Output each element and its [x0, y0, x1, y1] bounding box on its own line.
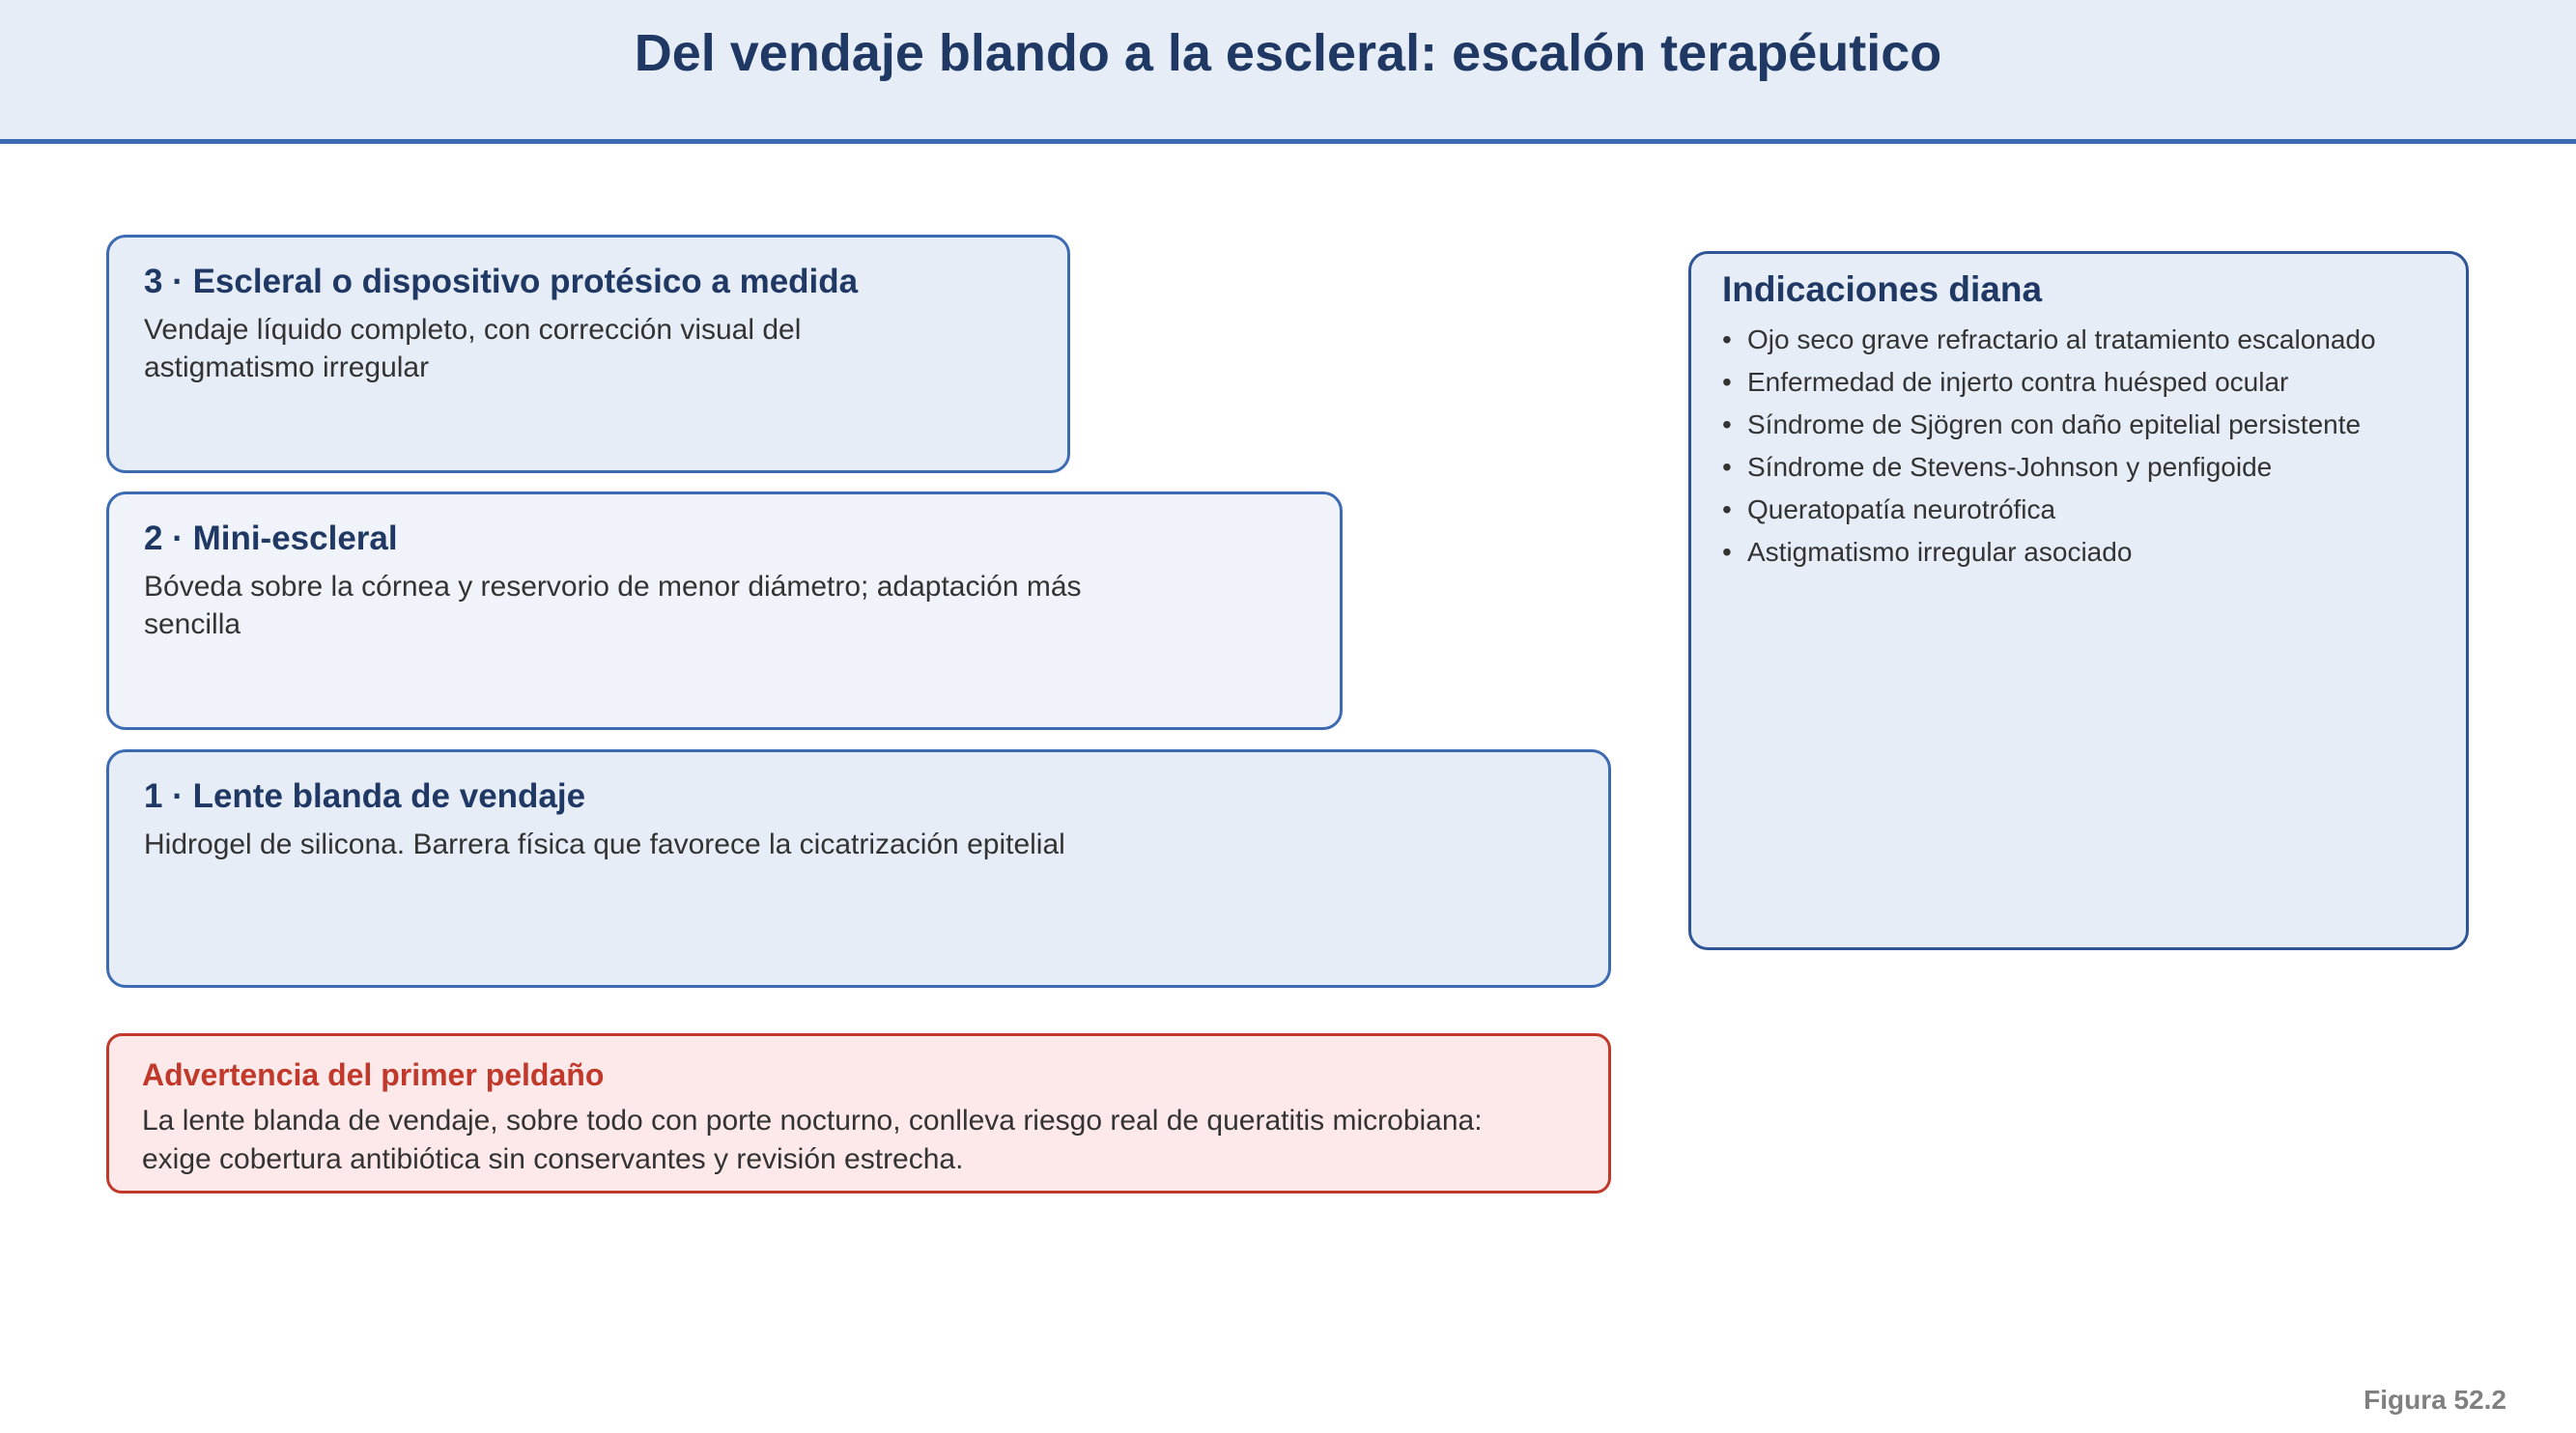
indication-item: [1722, 492, 2418, 528]
bullet-icon: •: [1722, 409, 1732, 439]
step-3-description: Vendaje líquido completo, con corrección visual del astigmatismo irregular: [144, 314, 802, 383]
step-2-description: Bóveda sobre la córnea y reservorio de menor diámetro; adaptación más sencilla: [144, 571, 1082, 640]
indication-item: [1722, 449, 2418, 486]
bullet-icon: •: [1722, 367, 1732, 397]
indication-text: Ojo seco grave refractario al tratamiento escalonado: [1747, 324, 2376, 354]
indication-text: Astigmatismo irregular asociado: [1747, 537, 2133, 567]
page-title: Del vendaje blando a la escleral: escalón terapéutico: [634, 24, 1942, 82]
step-1-title: 1 · Lente blanda de vendaje: [144, 777, 586, 815]
bullet-icon: •: [1722, 494, 1732, 524]
indication-item: [1722, 364, 2418, 401]
indications-title: Indicaciones diana: [1722, 269, 2043, 309]
warning-text: La lente blanda de vendaje, sobre todo con porte nocturno, conlleva riesgo real de queratitis microbiana: exige cobertura antibiótica sin conservantes y revisión estrecha.: [142, 1105, 1483, 1175]
step-1-box: [106, 749, 1611, 988]
indication-text: Síndrome de Sjögren con daño epitelial persistente: [1747, 409, 2362, 439]
step-1-description: Hidrogel de silicona. Barrera física que favorece la cicatrización epitelial: [144, 829, 1065, 860]
warning-box: [106, 1033, 1611, 1194]
step-3-title: 3 · Escleral o dispositivo protésico a medida: [144, 263, 859, 300]
indication-item: [1722, 534, 2418, 571]
indications-list: [1722, 322, 2418, 576]
bullet-icon: •: [1722, 537, 1732, 567]
bullet-icon: •: [1722, 452, 1732, 482]
indication-text: Síndrome de Stevens-Johnson y penfigoide: [1747, 452, 2273, 482]
warning-title: Advertencia del primer peldaño: [142, 1057, 605, 1092]
bullet-icon: •: [1722, 324, 1732, 354]
step-2-title: 2 · Mini-escleral: [144, 520, 398, 557]
indication-item: [1722, 407, 2418, 443]
indication-text: Queratopatía neurotrófica: [1747, 494, 2056, 524]
indications-box: [1688, 251, 2469, 950]
figure-label: Figura 52.2: [2364, 1385, 2506, 1415]
step-2-box: [106, 492, 1343, 730]
indication-item: [1722, 322, 2418, 358]
step-3-box: [106, 235, 1070, 473]
header-bar: [0, 0, 2576, 144]
indication-text: Enfermedad de injerto contra huésped ocular: [1747, 367, 2289, 397]
